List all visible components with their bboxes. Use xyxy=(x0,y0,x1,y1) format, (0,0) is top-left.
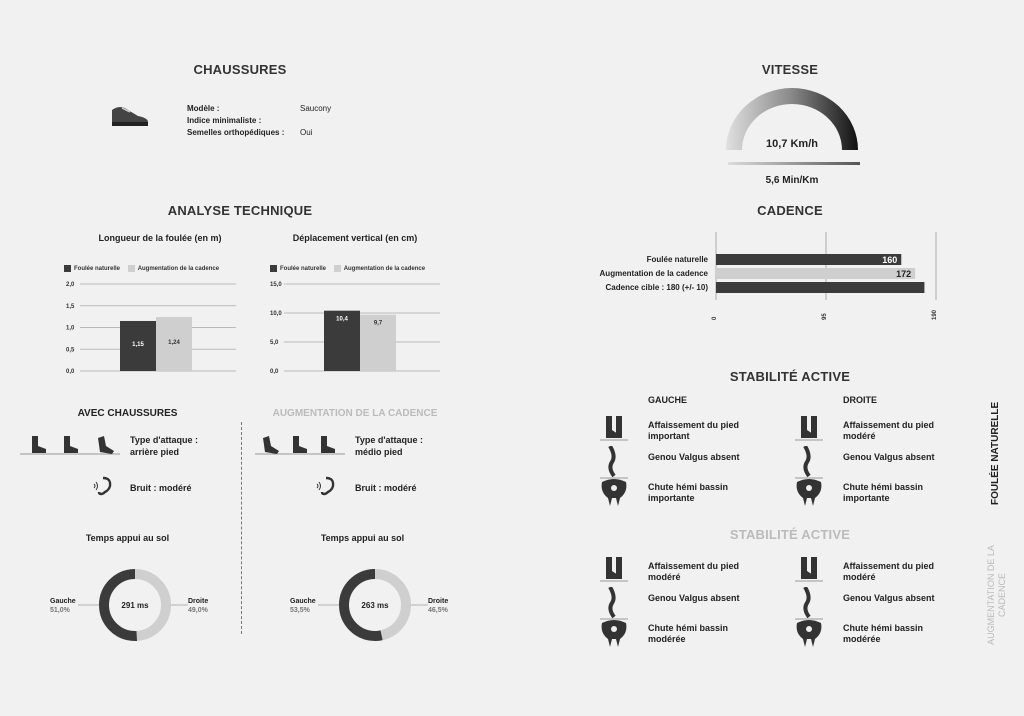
stability-item: Affaissement du pied modéré xyxy=(648,561,740,582)
bar-value-label: 160 xyxy=(882,255,898,265)
bar-value-label: 172 xyxy=(896,269,912,279)
stability-title: STABILITÉ ACTIVE xyxy=(729,369,851,384)
y-tick-label: 0,0 xyxy=(66,369,75,375)
chart-svg xyxy=(270,280,440,375)
legend-swatch-cadence xyxy=(128,265,135,272)
vertical-legend xyxy=(270,265,425,272)
chart-svg xyxy=(66,280,236,375)
pace-value: 5,6 Min/Km xyxy=(765,175,819,186)
y-tick-label: 5,0 xyxy=(270,340,279,346)
y-tick-label: 1,5 xyxy=(66,303,75,310)
donut-left-category: Gauche xyxy=(50,598,76,605)
speed-title: VITESSE xyxy=(761,62,819,77)
chart-svg xyxy=(560,232,960,332)
donut-left-value: 53,5% xyxy=(290,607,310,614)
pelvis-icon xyxy=(600,617,630,656)
stride-legend xyxy=(64,265,219,272)
category-label: Augmentation de la cadence xyxy=(599,269,708,278)
attack-type-value: médio pied xyxy=(355,447,403,457)
category-label: Foulée naturelle xyxy=(646,255,708,264)
shoe-model-value: Saucony xyxy=(300,104,332,113)
stride-length-chart xyxy=(66,280,236,375)
bar xyxy=(716,268,915,279)
stability-item: Chute hémi bassin importante xyxy=(843,482,924,503)
stability-item: Chute hémi bassin importante xyxy=(648,482,729,503)
bar-value-label: 1,24 xyxy=(168,340,180,347)
stability-item: Genou Valgus absent xyxy=(843,452,935,462)
noise-level: Bruit : modéré xyxy=(130,483,192,493)
legend-cadence: Augmentation de la cadence xyxy=(137,266,220,273)
category-label: Cadence cible : 180 (+/- 10) xyxy=(605,283,708,292)
legend-swatch-natural xyxy=(270,265,277,272)
noise-level: Bruit : modéré xyxy=(355,483,417,493)
ear-icon xyxy=(315,476,335,496)
shoe-minimalist-label: Indice minimaliste : xyxy=(187,116,262,125)
x-tick-label: 0 xyxy=(712,316,718,320)
stability-item: Genou Valgus absent xyxy=(648,452,740,462)
side-label-cadence: AUGMENTATION DE LA CADENCE xyxy=(986,545,1007,645)
donut-right-value: 46,5% xyxy=(428,607,448,614)
stride-chart-title: Longueur de la foulée (en m) xyxy=(98,233,222,243)
foot-strike-icon xyxy=(20,432,120,458)
ground-contact-title: Temps appui au sol xyxy=(320,533,405,543)
vertical-chart-title: Déplacement vertical (en cm) xyxy=(292,233,418,243)
legend-natural: Foulée naturelle xyxy=(280,266,327,273)
stability-item: Genou Valgus absent xyxy=(648,593,740,603)
vertical-displacement-chart xyxy=(270,280,440,375)
legend-swatch-cadence xyxy=(334,265,341,272)
donut-left-value: 51,0% xyxy=(50,607,70,614)
pelvis-icon xyxy=(795,617,825,656)
stability-item: Affaissement du pied modéré xyxy=(843,420,935,441)
y-tick-label: 1,0 xyxy=(66,325,75,332)
ground-contact-donut xyxy=(280,560,470,650)
y-tick-label: 0,5 xyxy=(66,347,75,354)
panel-divider xyxy=(241,422,242,634)
bar-value-label: 9,7 xyxy=(373,320,383,327)
x-tick-label: 190 xyxy=(932,309,938,320)
pelvis-icon xyxy=(600,476,630,515)
bar xyxy=(716,254,901,265)
foot-strike-icon xyxy=(255,432,345,458)
ear-icon xyxy=(92,476,112,496)
attack-type-value: arrière pied xyxy=(130,447,180,457)
side-label-natural: FOULÉE NATURELLE xyxy=(990,401,1001,505)
chart-svg xyxy=(40,560,230,650)
donut-right-value: 49,0% xyxy=(188,607,208,614)
y-tick-label: 2,0 xyxy=(66,282,75,288)
shoes-title: CHAUSSURES xyxy=(193,62,287,77)
stability-item: Affaissement du pied modéré xyxy=(843,561,935,582)
y-tick-label: 0,0 xyxy=(270,369,279,375)
legend-cadence: Augmentation de la cadence xyxy=(343,266,426,273)
shoe-orthotics-value: Oui xyxy=(300,128,313,137)
chart-svg xyxy=(280,560,470,650)
donut-right-category: Droite xyxy=(428,598,449,605)
bar xyxy=(716,282,924,293)
stability-title-2: STABILITÉ ACTIVE xyxy=(729,527,851,542)
bar-value-label: 10,4 xyxy=(336,316,348,323)
ground-contact-donut xyxy=(40,560,230,650)
donut-center-label: 263 ms xyxy=(361,601,389,610)
legend-swatch-natural xyxy=(64,265,71,272)
shoe-icon xyxy=(110,102,150,128)
with-shoes-title: AVEC CHAUSSURES xyxy=(77,408,178,419)
donut-left-category: Gauche xyxy=(290,598,316,605)
ground-contact-title: Temps appui au sol xyxy=(85,533,170,543)
stability-item: Chute hémi bassin modérée xyxy=(648,623,729,644)
speed-value: 10,7 Km/h xyxy=(766,138,818,150)
shoe-orthotics-label: Semelles orthopédiques : xyxy=(187,128,285,137)
stability-item: Chute hémi bassin modérée xyxy=(843,623,924,644)
cadence-chart xyxy=(560,232,960,332)
pelvis-icon xyxy=(795,476,825,515)
attack-type-label: Type d'attaque : xyxy=(130,435,198,445)
attack-type-label: Type d'attaque : xyxy=(355,435,423,445)
stability-left-col: GAUCHE xyxy=(648,395,688,405)
stability-right-col: DROITE xyxy=(843,395,878,405)
cadence-increase-title: AUGMENTATION DE LA CADENCE xyxy=(272,408,438,419)
bar-value-label: 1,15 xyxy=(132,341,144,348)
x-tick-label: 95 xyxy=(822,313,828,320)
pace-divider xyxy=(728,162,860,165)
cadence-title: CADENCE xyxy=(757,203,823,218)
donut-center-label: 291 ms xyxy=(121,601,149,610)
y-tick-label: 15,0 xyxy=(270,282,282,288)
analysis-title: ANALYSE TECHNIQUE xyxy=(167,203,313,218)
stability-item: Affaissement du pied important xyxy=(648,420,740,441)
donut-right-category: Droite xyxy=(188,598,209,605)
shoe-model-label: Modèle : xyxy=(187,104,220,113)
stability-item: Genou Valgus absent xyxy=(843,593,935,603)
legend-natural: Foulée naturelle xyxy=(74,266,121,273)
y-tick-label: 10,0 xyxy=(270,311,282,317)
